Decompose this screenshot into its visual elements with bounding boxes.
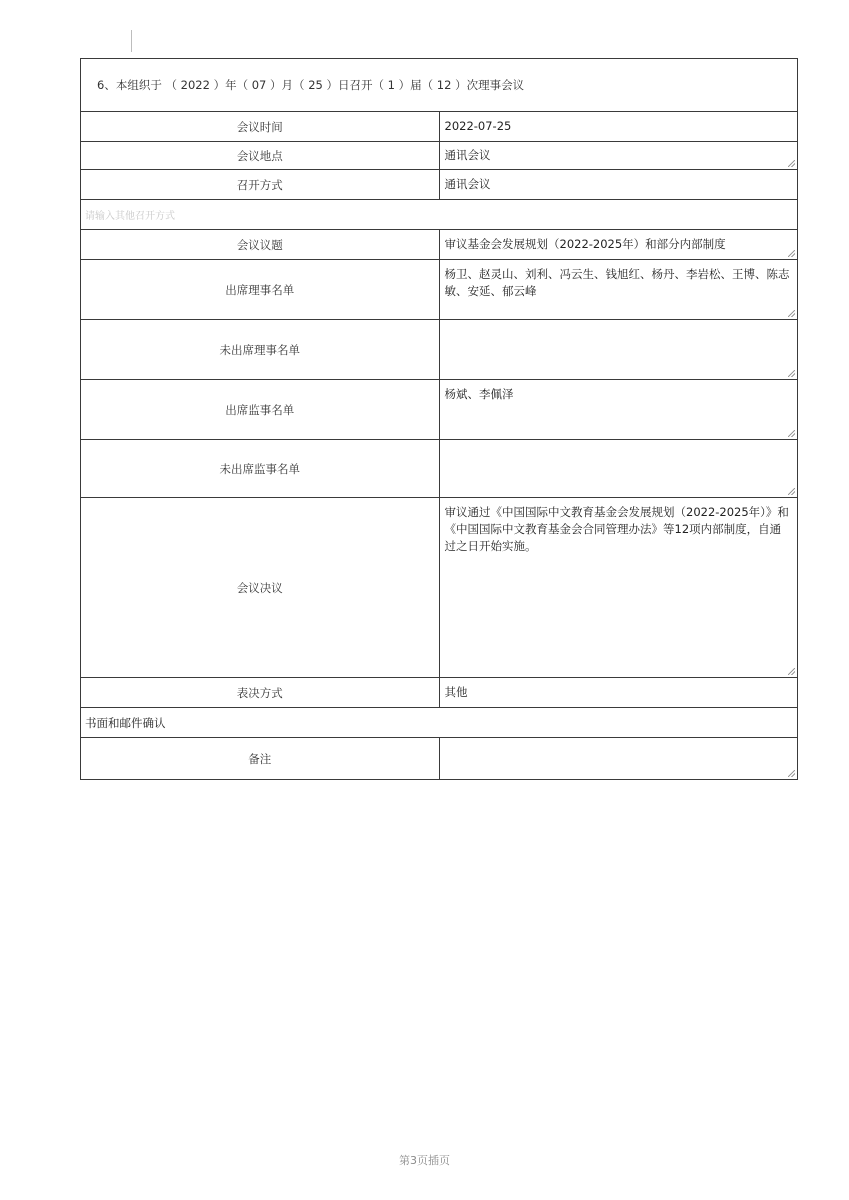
meeting-month: 07 bbox=[251, 78, 267, 92]
present-supervisors-row bbox=[81, 380, 798, 440]
meeting-place-value: 通讯会议 bbox=[444, 148, 491, 162]
remarks-label: 备注 bbox=[81, 738, 440, 780]
session-number: 1 bbox=[387, 78, 395, 92]
present-directors-value: 杨卫、赵灵山、刘利、冯云生、钱旭红、杨丹、李岩松、王博、陈志敏、安延、郁云峰 bbox=[444, 267, 790, 298]
present-directors-label: 出席理事名单 bbox=[81, 260, 440, 320]
resize-handle-icon[interactable] bbox=[788, 310, 795, 317]
remarks-row bbox=[81, 738, 798, 780]
resize-handle-icon[interactable] bbox=[788, 668, 795, 675]
remarks-field[interactable] bbox=[439, 738, 798, 780]
meeting-mode-select[interactable] bbox=[439, 170, 798, 200]
confirmation-value: 书面和邮件确认 bbox=[85, 715, 166, 730]
meeting-day: 25 bbox=[308, 78, 323, 92]
meeting-time-row bbox=[81, 112, 798, 142]
absent-directors-row bbox=[81, 320, 798, 380]
vote-method-select[interactable] bbox=[439, 678, 798, 708]
meeting-time-label: 会议时间 bbox=[81, 112, 440, 142]
vote-method-value: 其他 bbox=[444, 685, 468, 699]
meeting-mode-value: 通讯会议 bbox=[444, 177, 491, 191]
absent-supervisors-label: 未出席监事名单 bbox=[81, 440, 440, 498]
resolution-row bbox=[81, 498, 798, 678]
meeting-place-row bbox=[81, 142, 798, 170]
resize-handle-icon[interactable] bbox=[788, 430, 795, 437]
absent-supervisors-field[interactable] bbox=[439, 440, 798, 498]
resolution-field[interactable] bbox=[439, 498, 798, 678]
vote-method-row bbox=[81, 678, 798, 708]
resolution-label: 会议决议 bbox=[81, 498, 440, 678]
absent-directors-field[interactable] bbox=[439, 320, 798, 380]
meeting-record-form bbox=[80, 58, 798, 780]
resize-handle-icon[interactable] bbox=[788, 770, 795, 777]
resize-handle-icon[interactable] bbox=[788, 250, 795, 257]
meeting-time-field[interactable] bbox=[439, 112, 798, 142]
resolution-value: 审议通过《中国国际中文教育基金会发展规划（2022-2025年）》和《中国国际中文教育基金会合同管理办法》等12项内部制度，自通过之日开始实施。 bbox=[444, 505, 789, 553]
meeting-mode-label: 召开方式 bbox=[81, 170, 440, 200]
resize-handle-icon[interactable] bbox=[788, 370, 795, 377]
present-supervisors-value: 杨斌、李佩泽 bbox=[444, 387, 514, 401]
other-mode-input[interactable] bbox=[81, 200, 798, 230]
meeting-year: 2022 bbox=[180, 78, 210, 92]
scan-artifact-line bbox=[131, 30, 132, 52]
absent-supervisors-row bbox=[81, 440, 798, 498]
meeting-place-field[interactable] bbox=[439, 142, 798, 170]
meeting-number: 12 bbox=[436, 78, 452, 92]
confirmation-row bbox=[81, 708, 798, 738]
meeting-place-label: 会议地点 bbox=[81, 142, 440, 170]
meeting-mode-row bbox=[81, 170, 798, 200]
meeting-topic-row bbox=[81, 230, 798, 260]
resize-handle-icon[interactable] bbox=[788, 488, 795, 495]
absent-directors-label: 未出席理事名单 bbox=[81, 320, 440, 380]
header-prefix: 6、本组织于 bbox=[97, 78, 162, 92]
present-supervisors-field[interactable] bbox=[439, 380, 798, 440]
resize-handle-icon[interactable] bbox=[788, 160, 795, 167]
meeting-topic-field[interactable] bbox=[439, 230, 798, 260]
meeting-header: 6、本组织于 （ 2022 ）年（ 07 ）月（ 25 ）日召开（ 1 ）届（ 12 ）次理事会议 bbox=[81, 59, 798, 112]
other-mode-placeholder: 请输入其他召开方式 bbox=[85, 211, 175, 222]
meeting-time-value: 2022-07-25 bbox=[444, 119, 512, 133]
present-supervisors-label: 出席监事名单 bbox=[81, 380, 440, 440]
present-directors-field[interactable] bbox=[439, 260, 798, 320]
page-footer: 第3页插页 bbox=[399, 1154, 450, 1167]
other-mode-row bbox=[81, 200, 798, 230]
meeting-topic-label: 会议议题 bbox=[81, 230, 440, 260]
vote-method-label: 表决方式 bbox=[81, 678, 440, 708]
present-directors-row bbox=[81, 260, 798, 320]
confirmation-field[interactable] bbox=[81, 708, 798, 738]
meeting-topic-value: 审议基金会发展规划（2022-2025年）和部分内部制度 bbox=[444, 237, 726, 251]
form-header-row bbox=[81, 59, 798, 112]
